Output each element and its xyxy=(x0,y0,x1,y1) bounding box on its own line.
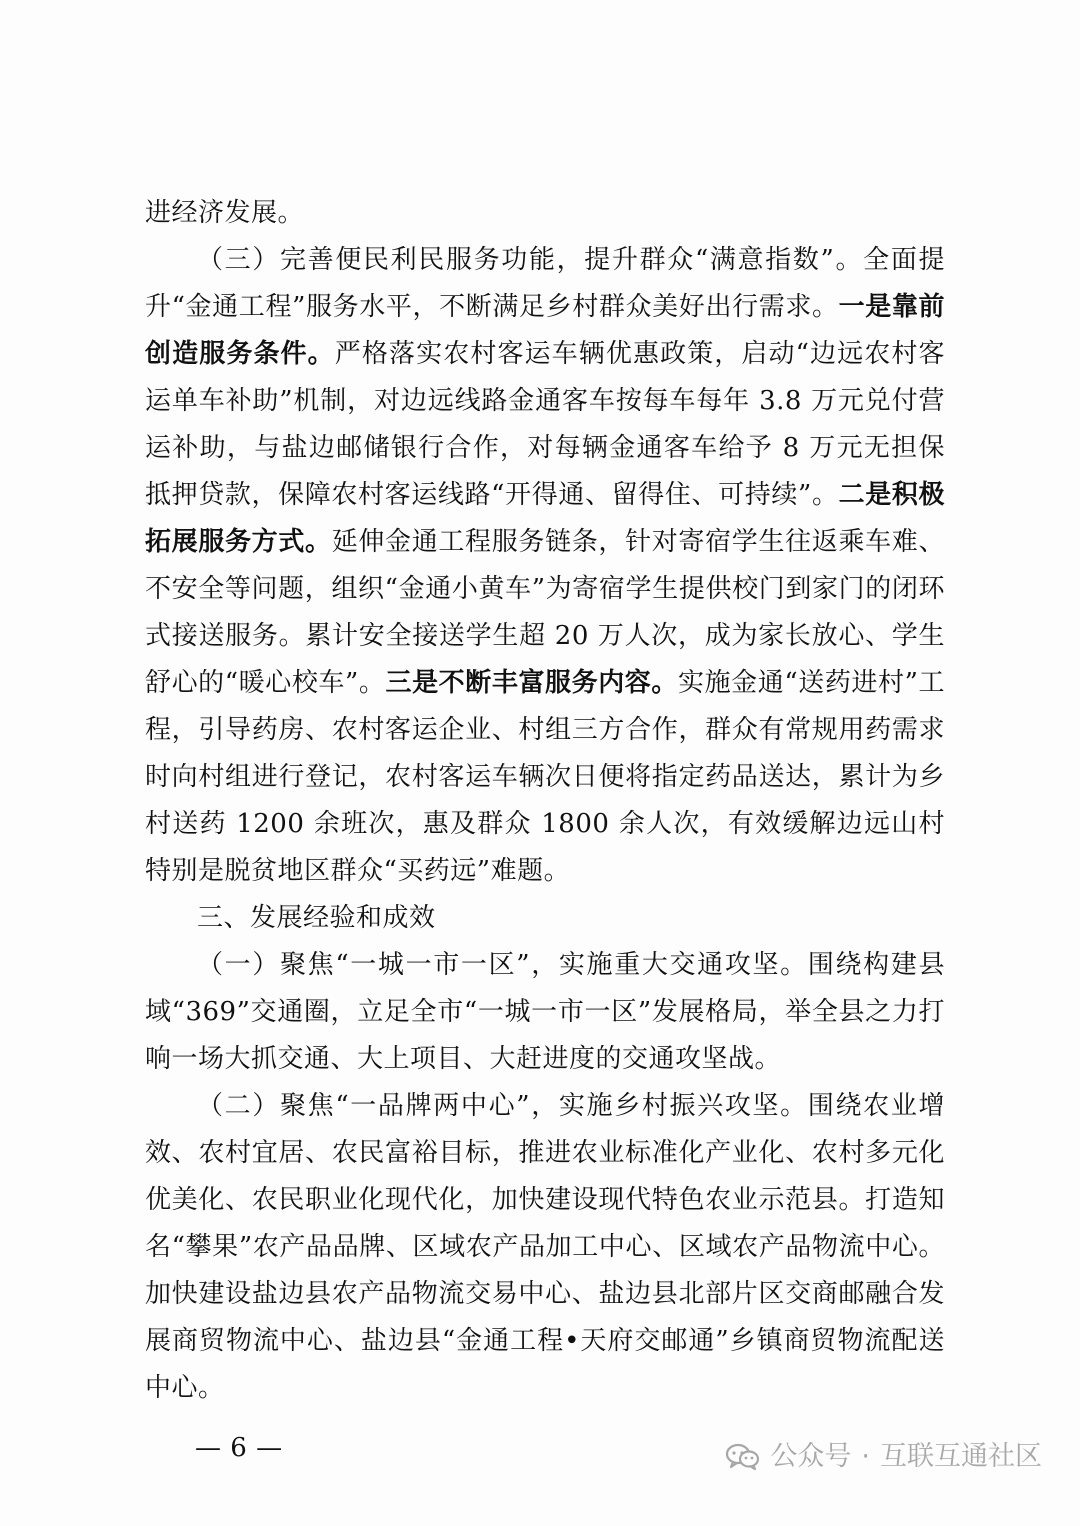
watermark-label: 公众号 xyxy=(770,1441,852,1472)
watermark-account: 互联互通社区 xyxy=(880,1441,1042,1472)
paragraph-service-functions xyxy=(145,237,945,895)
paragraph-text: （一）聚焦“一城一市一区”，实施重大交通攻坚。围绕构建县域“369”交通圈，立足全市“一城一市一区”发展格局，举全县之力打响一场大抓交通、大上项目、大赶进度的交通攻坚战。 xyxy=(145,950,945,1074)
paragraph-transport-focus xyxy=(145,942,945,1083)
section-heading xyxy=(145,895,945,942)
wechat-watermark xyxy=(724,1437,1042,1477)
paragraph-text: 实施金通“送药进村”工程，引导药房、农村客运企业、村组三方合作，群众有常规用药需求时向村组进行登记，农村客运车辆次日便将指定药品送达，累计为乡村送药 1200 余班次，惠及群众 1800 余人次，有效缓解边远山村特别是脱贫地区群众“买药远”难题。 xyxy=(145,668,945,886)
section-heading-text: 三、发展经验和成效 xyxy=(197,903,436,933)
paragraph-text: 进经济发展。 xyxy=(145,198,305,228)
paragraph-rural-focus xyxy=(145,1083,945,1412)
document-body xyxy=(145,190,945,1412)
wechat-icon xyxy=(724,1442,760,1472)
paragraph-continuation xyxy=(145,190,945,237)
page-number: — 6 — xyxy=(195,1433,283,1463)
bold-heading-two: 二是积极拓展服务方式。 xyxy=(145,480,945,557)
paragraph-text: 延伸金通工程服务链条，针对寄宿学生往返乘车难、不安全等问题，组织“金通小黄车”为寄宿学生提供校门到家门的闭环式接送服务。累计安全接送学生超 20 万人次，成为家长放心、学生舒心的“暖心校车”。 xyxy=(145,527,945,698)
paragraph-text: （二）聚焦“一品牌两中心”，实施乡村振兴攻坚。围绕农业增效、农村宜居、农民富裕目标，推进农业标准化产业化、农村多元化优美化、农民职业化现代化，加快建设现代特色农业示范县。打造知名“攀果”农产品品牌、区域农产品加工中心、区域农产品物流中心。加快建设盐边县农产品物流交易中心、盐边县北部片区交商邮融合发展商贸物流中心、盐边县“金通工程•天府交邮通”乡镇商贸物流配送中心。 xyxy=(145,1091,945,1403)
watermark-separator: · xyxy=(861,1441,870,1472)
bold-heading-three: 三是不断丰富服务内容。 xyxy=(385,668,678,698)
bold-heading-one: 一是靠前创造服务条件。 xyxy=(145,292,945,369)
paragraph-text: （三）完善便民利民服务功能，提升群众“满意指数”。全面提升“金通工程”服务水平，不断满足乡村群众美好出行需求。 xyxy=(145,245,945,322)
paragraph-text: 严格落实农村客运车辆优惠政策，启动“边远农村客运单车补助”机制，对边远线路金通客车按每车每年 3.8 万元兑付营运补助，与盐边邮储银行合作，对每辆金通客车给予 8 万元无担保抵押贷款，保障农村客运线路“开得通、留得住、可持续”。 xyxy=(145,339,945,510)
